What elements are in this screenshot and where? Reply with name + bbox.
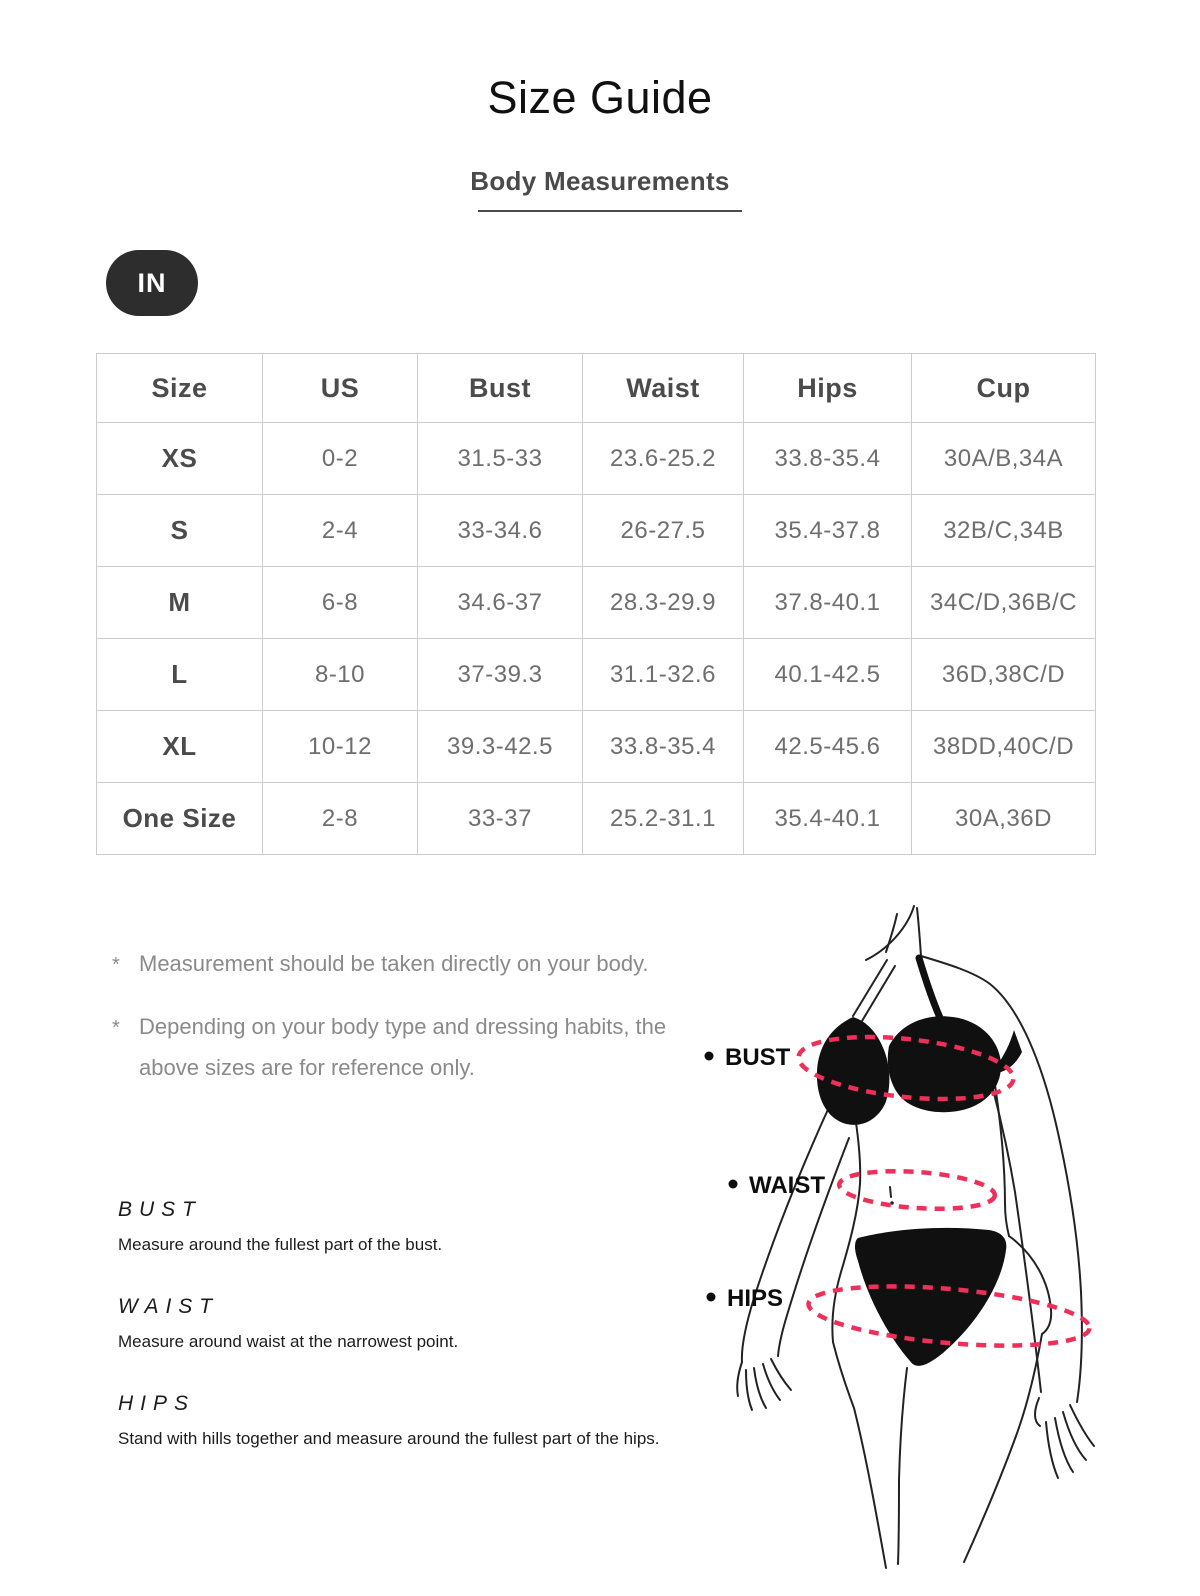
header-cell: Bust: [418, 354, 583, 423]
definition-term: BUST: [118, 1198, 203, 1221]
header-cell: Cup: [912, 354, 1096, 423]
size-cell: XL: [97, 711, 263, 783]
left-hand-finger: [746, 1370, 752, 1410]
value-cell: 2-4: [263, 495, 418, 567]
footnotes: [112, 944, 722, 1110]
value-cell: 25.2-31.1: [583, 783, 744, 855]
definition-description: Measure around waist at the narrowest point.: [118, 1332, 459, 1351]
value-cell: 35.4-40.1: [744, 783, 912, 855]
value-cell: 30A/B,34A: [912, 423, 1096, 495]
value-cell: 28.3-29.9: [583, 567, 744, 639]
value-cell: 31.5-33: [418, 423, 583, 495]
header-cell: Waist: [583, 354, 744, 423]
definition-term: HIPS: [118, 1392, 196, 1415]
value-cell: 36D,38C/D: [912, 639, 1096, 711]
bust-label-bullet: [705, 1052, 714, 1061]
value-cell: 33-34.6: [418, 495, 583, 567]
asterisk: *: [112, 1017, 120, 1039]
value-cell: 40.1-42.5: [744, 639, 912, 711]
bra-right-strap: [919, 958, 941, 1020]
value-cell: 0-2: [263, 423, 418, 495]
waist-measure-ellipse: [838, 1167, 996, 1214]
size-cell: One Size: [97, 783, 263, 855]
size-table: [96, 353, 1096, 855]
bust-label: BUST: [725, 1044, 791, 1071]
size-cell: L: [97, 639, 263, 711]
right-hand-thumb: [1035, 1398, 1040, 1426]
definition-term: WAIST: [118, 1295, 220, 1318]
right-leg: [964, 1334, 1042, 1562]
right-hand-finger: [1063, 1412, 1086, 1460]
garments: [817, 958, 1022, 1366]
footnote: * Measurement should be taken directly on your body.: [112, 944, 722, 985]
table-body: [97, 423, 1096, 855]
size-cell: M: [97, 567, 263, 639]
footnote: * Depending on your body type and dressing habits, the above sizes are for reference only.: [112, 1007, 722, 1088]
definition-group: [118, 1295, 678, 1352]
neck-right-line: [917, 908, 921, 956]
table-row: [97, 783, 1096, 855]
hips-label-bullet: [707, 1293, 716, 1302]
value-cell: 23.6-25.2: [583, 423, 744, 495]
definition-description: Measure around the fullest part of the bust.: [118, 1235, 443, 1254]
left-leg-inner: [898, 1368, 907, 1564]
left-arm-outer: [742, 1105, 830, 1362]
left-hand-finger: [771, 1359, 791, 1390]
value-cell: 30A,36D: [912, 783, 1096, 855]
table-row: [97, 495, 1096, 567]
left-hand-finger: [754, 1368, 766, 1408]
hair-strand: [866, 906, 914, 960]
value-cell: 26-27.5: [583, 495, 744, 567]
definition-group: [118, 1198, 678, 1255]
definition-description: Stand with hills together and measure around the fullest part of the hips.: [118, 1429, 660, 1448]
right-hand-finger: [1046, 1422, 1058, 1478]
size-cell: S: [97, 495, 263, 567]
table-row: [97, 423, 1096, 495]
value-cell: 37.8-40.1: [744, 567, 912, 639]
left-hand-thumb: [737, 1362, 742, 1396]
header-cell: US: [263, 354, 418, 423]
value-cell: 34C/D,36B/C: [912, 567, 1096, 639]
value-cell: 35.4-37.8: [744, 495, 912, 567]
definition-group: [118, 1392, 678, 1449]
waist-label: WAIST: [749, 1172, 825, 1199]
figure-labels: [705, 1044, 826, 1312]
waist-label-bullet: [729, 1180, 738, 1189]
right-hand-finger: [1055, 1418, 1073, 1472]
value-cell: 34.6-37: [418, 567, 583, 639]
header-cell: Hips: [744, 354, 912, 423]
value-cell: 33-37: [418, 783, 583, 855]
page-title: Size Guide: [487, 72, 713, 124]
value-cell: 6-8: [263, 567, 418, 639]
value-cell: 38DD,40C/D: [912, 711, 1096, 783]
value-cell: 10-12: [263, 711, 418, 783]
neck-left-line: [886, 914, 897, 952]
body-measurement-illustration: [690, 900, 1110, 1580]
table-header-row: [97, 354, 1096, 423]
table-row: [97, 711, 1096, 783]
value-cell: 8-10: [263, 639, 418, 711]
value-cell: 39.3-42.5: [418, 711, 583, 783]
left-leg-outer: [833, 1342, 886, 1568]
table-row: [97, 567, 1096, 639]
value-cell: 33.8-35.4: [744, 423, 912, 495]
bra-left-cup: [817, 1017, 889, 1125]
table-row: [97, 639, 1096, 711]
value-cell: 32B/C,34B: [912, 495, 1096, 567]
header-cell: Size: [97, 354, 263, 423]
size-cell: XS: [97, 423, 263, 495]
page-subtitle: Body Measurements: [470, 165, 730, 196]
value-cell: 42.5-45.6: [744, 711, 912, 783]
value-cell: 37-39.3: [418, 639, 583, 711]
hips-label: HIPS: [727, 1285, 784, 1312]
hip-curve: [1009, 1236, 1051, 1334]
asterisk: *: [112, 954, 120, 976]
subtitle-divider: [478, 210, 742, 212]
navel-mark: [890, 1187, 891, 1197]
value-cell: 31.1-32.6: [583, 639, 744, 711]
value-cell: 33.8-35.4: [583, 711, 744, 783]
unit-toggle-in[interactable]: IN: [106, 250, 198, 316]
value-cell: 2-8: [263, 783, 418, 855]
measurement-definitions: [118, 1198, 678, 1489]
